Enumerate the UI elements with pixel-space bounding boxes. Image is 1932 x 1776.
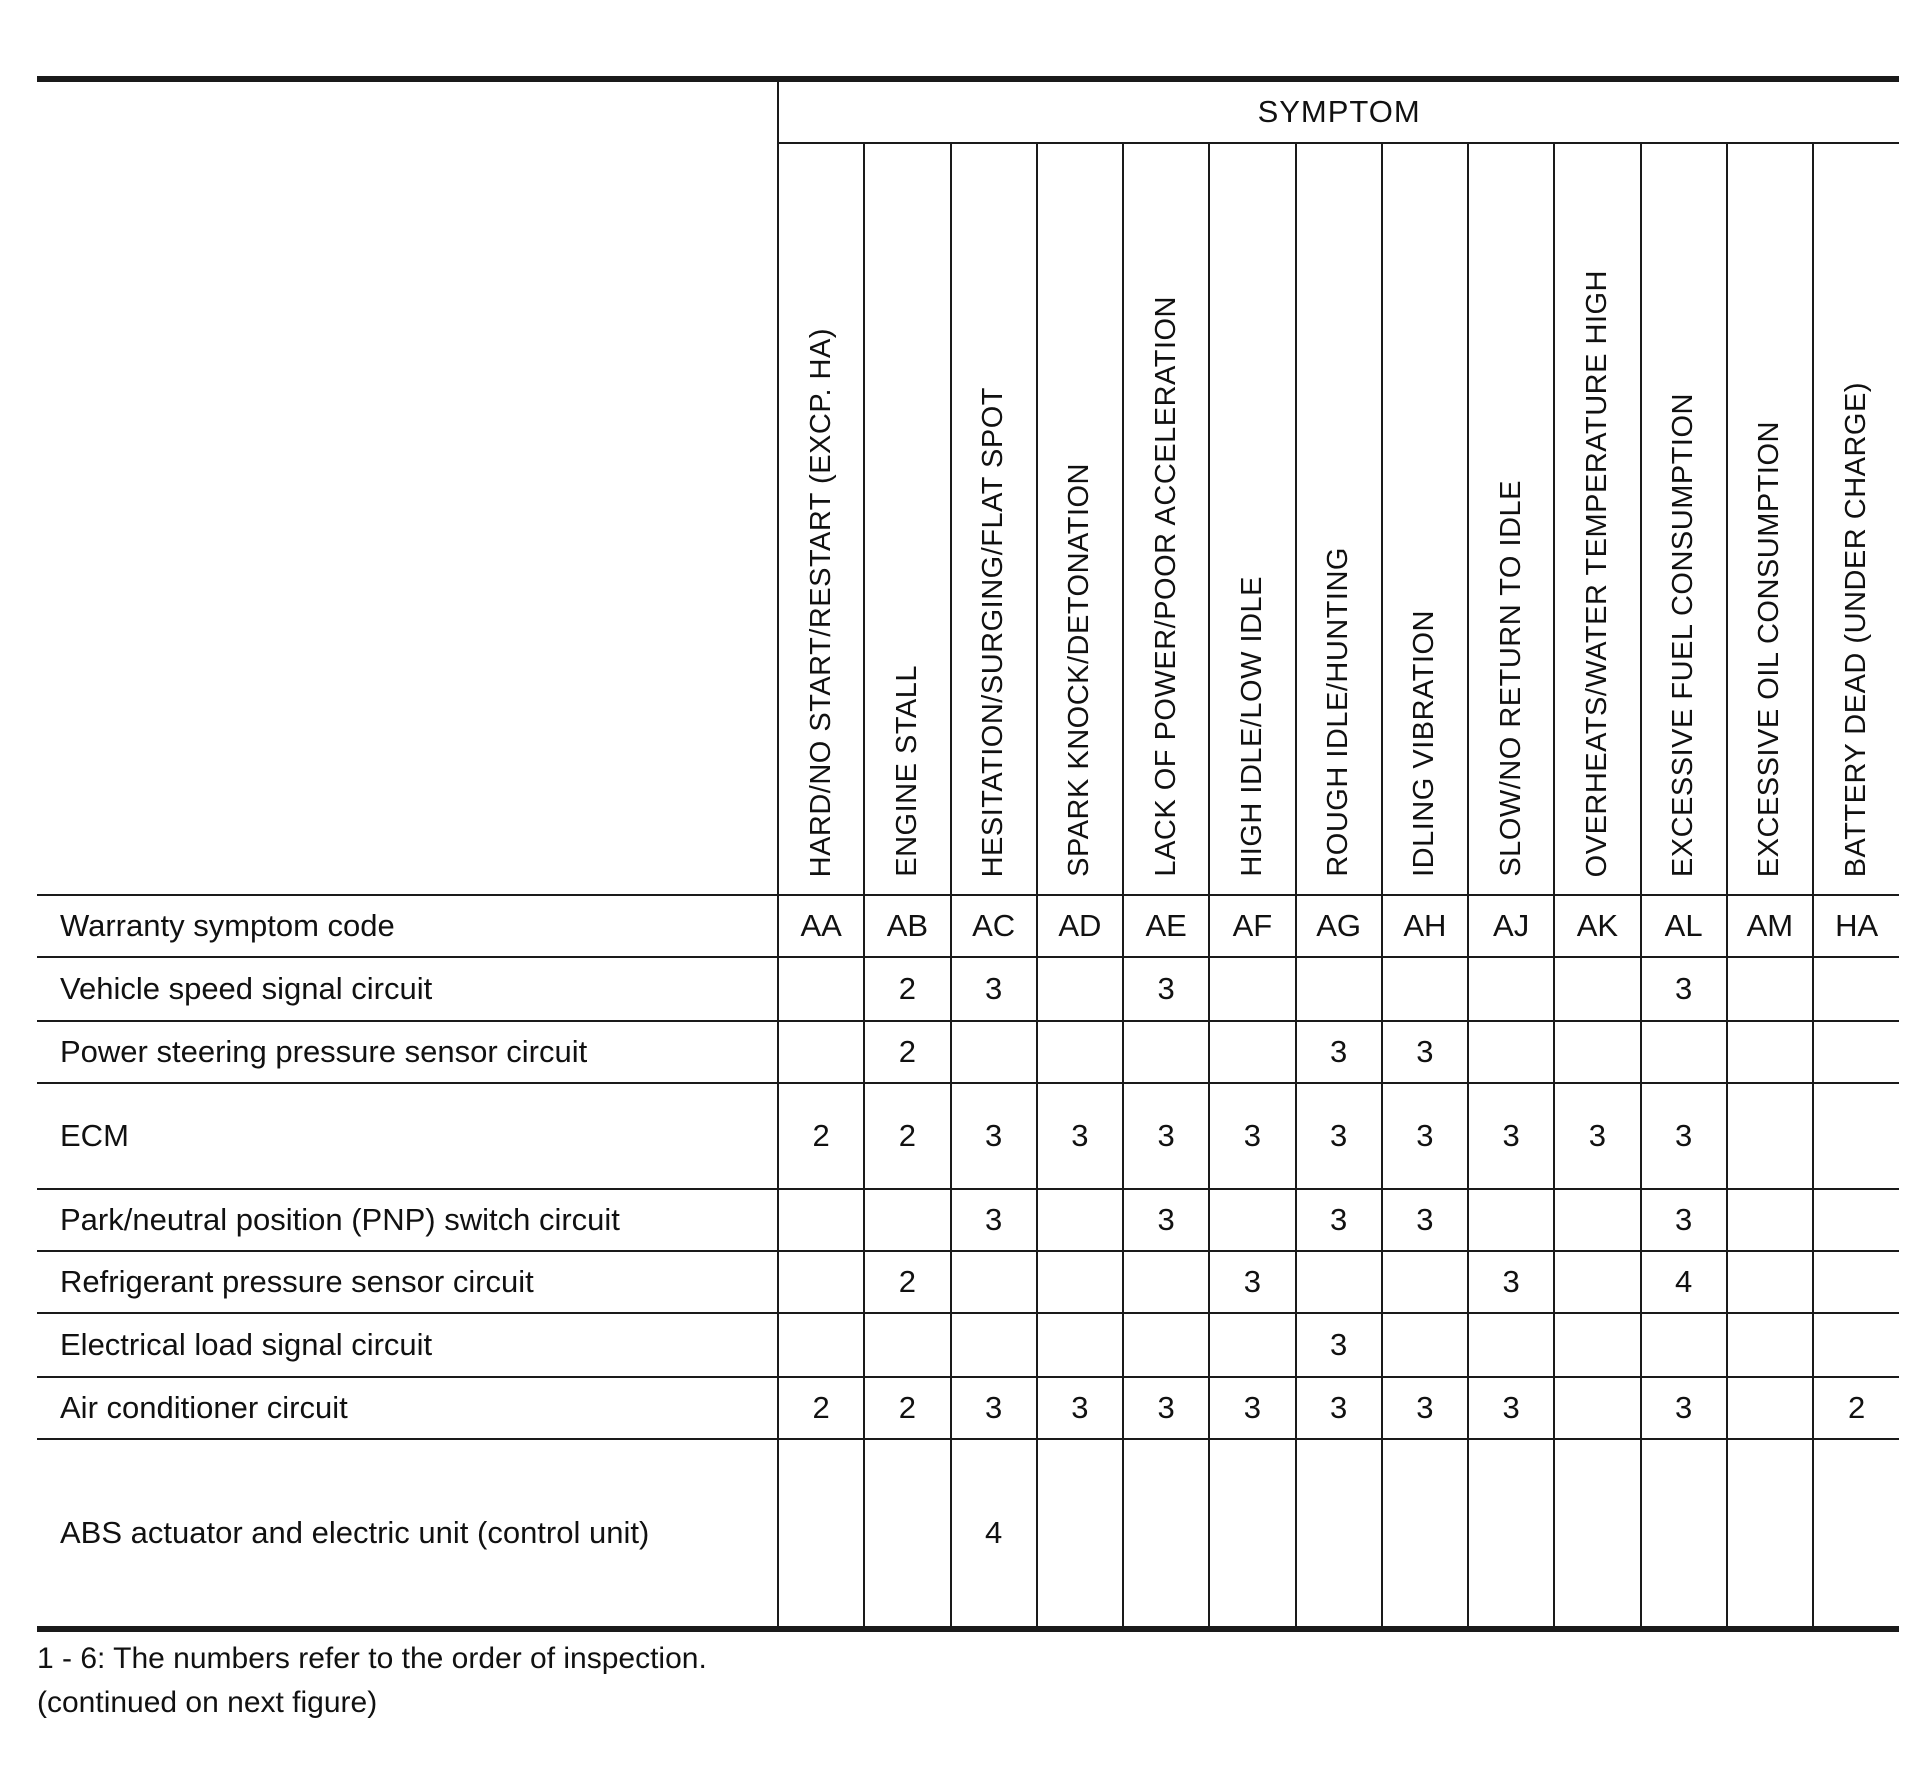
inspection-order-cell: [1296, 1251, 1382, 1313]
inspection-order-cell: [1554, 1439, 1640, 1629]
inspection-order-cell: 2: [778, 1083, 864, 1189]
symptom-column-label: EXCESSIVE FUEL CONSUMPTION: [1667, 392, 1700, 877]
inspection-order-cell: [1813, 1313, 1899, 1377]
inspection-order-cell: 4: [1641, 1251, 1727, 1313]
symptom-column-label: SPARK KNOCK/DETONATION: [1063, 463, 1096, 877]
symptom-column-header: [1037, 143, 1123, 895]
inspection-order-cell: [1037, 1439, 1123, 1629]
symptom-column-label: HARD/NO START/RESTART (EXCP. HA): [804, 327, 837, 877]
inspection-order-cell: [1209, 1313, 1295, 1377]
symptom-column-label: IDLING VIBRATION: [1408, 610, 1441, 877]
inspection-order-cell: 3: [1296, 1083, 1382, 1189]
inspection-order-cell: [1382, 1251, 1468, 1313]
symptom-column-header: [1641, 143, 1727, 895]
inspection-order-cell: [1554, 1189, 1640, 1251]
symptom-column-header: [864, 143, 950, 895]
inspection-order-cell: [1813, 1439, 1899, 1629]
inspection-order-cell: [1468, 957, 1554, 1021]
symptom-column-header: [1296, 143, 1382, 895]
warranty-code-cell: AJ: [1468, 895, 1554, 957]
symptom-column-header: [951, 143, 1037, 895]
row-label: Park/neutral position (PNP) switch circuit: [37, 1189, 778, 1251]
symptom-table: [37, 76, 1899, 1632]
inspection-order-cell: 2: [864, 957, 950, 1021]
warranty-code-cell: AE: [1123, 895, 1209, 957]
inspection-order-cell: 3: [951, 1377, 1037, 1439]
inspection-order-cell: 2: [864, 1083, 950, 1189]
inspection-order-cell: 2: [778, 1377, 864, 1439]
inspection-order-cell: 3: [1037, 1083, 1123, 1189]
inspection-order-cell: [1727, 1251, 1813, 1313]
inspection-order-cell: 3: [951, 1189, 1037, 1251]
inspection-order-cell: 2: [864, 1251, 950, 1313]
symptom-column-header: [1727, 143, 1813, 895]
inspection-order-cell: [1037, 957, 1123, 1021]
warranty-code-cell: AF: [1209, 895, 1295, 957]
row-label: Electrical load signal circuit: [37, 1313, 778, 1377]
inspection-order-cell: [951, 1021, 1037, 1083]
table-row: [37, 1189, 1899, 1251]
inspection-order-cell: 3: [1382, 1377, 1468, 1439]
inspection-order-cell: [1209, 957, 1295, 1021]
symptom-column-label: EXCESSIVE OIL CONSUMPTION: [1753, 420, 1786, 877]
inspection-order-cell: [1727, 957, 1813, 1021]
footnote-inspection-order: 1 - 6: The numbers refer to the order of inspection.: [37, 1642, 707, 1675]
inspection-order-cell: [1209, 1189, 1295, 1251]
inspection-order-cell: [1296, 957, 1382, 1021]
inspection-order-cell: 3: [1037, 1377, 1123, 1439]
symptom-column-header: [1123, 143, 1209, 895]
table-row: [37, 1083, 1899, 1189]
symptom-column-label: BATTERY DEAD (UNDER CHARGE): [1840, 381, 1873, 877]
warranty-code-cell: AL: [1641, 895, 1727, 957]
symptom-column-header: [1813, 143, 1899, 895]
row-label: ABS actuator and electric unit (control unit): [37, 1439, 778, 1629]
inspection-order-cell: 3: [1382, 1021, 1468, 1083]
inspection-order-cell: [1037, 1251, 1123, 1313]
inspection-order-cell: 3: [1468, 1251, 1554, 1313]
inspection-order-cell: [1813, 1083, 1899, 1189]
row-label: ECM: [37, 1083, 778, 1189]
symptom-column-label: OVERHEATS/WATER TEMPERATURE HIGH: [1580, 269, 1613, 877]
symptom-column-label: ENGINE STALL: [890, 665, 923, 877]
inspection-order-cell: [1296, 1439, 1382, 1629]
inspection-order-cell: [864, 1439, 950, 1629]
inspection-order-cell: [778, 1439, 864, 1629]
inspection-order-cell: [951, 1251, 1037, 1313]
table-row: [37, 1021, 1899, 1083]
inspection-order-cell: [1468, 1439, 1554, 1629]
inspection-order-cell: 3: [1641, 957, 1727, 1021]
warranty-code-cell: AA: [778, 895, 864, 957]
inspection-order-cell: [1554, 1313, 1640, 1377]
inspection-order-cell: [1813, 1189, 1899, 1251]
symptom-column-header: [778, 143, 864, 895]
inspection-order-cell: [1554, 957, 1640, 1021]
warranty-code-cell: AM: [1727, 895, 1813, 957]
warranty-code-cell: AD: [1037, 895, 1123, 957]
inspection-order-cell: [1727, 1377, 1813, 1439]
inspection-order-cell: 3: [1468, 1377, 1554, 1439]
inspection-order-cell: [1813, 957, 1899, 1021]
inspection-order-cell: 3: [1382, 1189, 1468, 1251]
row-label: Vehicle speed signal circuit: [37, 957, 778, 1021]
inspection-order-cell: 3: [1296, 1189, 1382, 1251]
inspection-order-cell: 3: [951, 957, 1037, 1021]
inspection-order-cell: [1037, 1189, 1123, 1251]
row-label: Power steering pressure sensor circuit: [37, 1021, 778, 1083]
corner-cell: [37, 79, 778, 895]
inspection-order-cell: [1813, 1021, 1899, 1083]
footnote-continued: (continued on next figure): [37, 1686, 378, 1719]
inspection-order-cell: [1727, 1021, 1813, 1083]
symptom-column-header: [1209, 143, 1295, 895]
inspection-order-cell: 3: [1123, 1083, 1209, 1189]
inspection-order-cell: 3: [1123, 957, 1209, 1021]
inspection-order-cell: 3: [1468, 1083, 1554, 1189]
inspection-order-cell: 3: [1296, 1313, 1382, 1377]
inspection-order-cell: [1123, 1439, 1209, 1629]
warranty-code-cell: AG: [1296, 895, 1382, 957]
inspection-order-cell: [1641, 1021, 1727, 1083]
table-row: [37, 1251, 1899, 1313]
inspection-order-cell: 3: [1641, 1377, 1727, 1439]
inspection-order-cell: [1727, 1313, 1813, 1377]
inspection-order-cell: [778, 1021, 864, 1083]
row-label: Air conditioner circuit: [37, 1377, 778, 1439]
symptom-column-label: LACK OF POWER/POOR ACCELERATION: [1149, 296, 1182, 877]
inspection-order-cell: [951, 1313, 1037, 1377]
inspection-order-cell: [1641, 1439, 1727, 1629]
inspection-order-cell: 2: [864, 1377, 950, 1439]
symptom-column-label: HIGH IDLE/LOW IDLE: [1235, 576, 1268, 877]
inspection-order-cell: 3: [1641, 1189, 1727, 1251]
symptom-column-label: SLOW/NO RETURN TO IDLE: [1494, 480, 1527, 877]
inspection-order-cell: [1382, 1439, 1468, 1629]
table-row: [37, 1377, 1899, 1439]
symptom-column-label: HESITATION/SURGING/FLAT SPOT: [977, 386, 1010, 877]
symptom-column-header: [1468, 143, 1554, 895]
inspection-order-cell: [1727, 1083, 1813, 1189]
inspection-order-cell: [1123, 1021, 1209, 1083]
inspection-order-cell: 3: [1554, 1083, 1640, 1189]
inspection-order-cell: [864, 1189, 950, 1251]
inspection-order-cell: [1037, 1313, 1123, 1377]
inspection-order-cell: [1382, 957, 1468, 1021]
inspection-order-cell: [1468, 1313, 1554, 1377]
inspection-order-cell: [1641, 1313, 1727, 1377]
inspection-order-cell: 3: [1209, 1083, 1295, 1189]
group-header-row: [37, 79, 1899, 143]
inspection-order-cell: [778, 1313, 864, 1377]
inspection-order-cell: 3: [1123, 1189, 1209, 1251]
inspection-order-cell: [1123, 1313, 1209, 1377]
inspection-order-cell: [864, 1313, 950, 1377]
inspection-order-cell: [778, 1251, 864, 1313]
symptom-column-header: [1382, 143, 1468, 895]
inspection-order-cell: [1468, 1021, 1554, 1083]
inspection-order-cell: 3: [951, 1083, 1037, 1189]
inspection-order-cell: [778, 957, 864, 1021]
row-label: Warranty symptom code: [37, 895, 778, 957]
row-label: Refrigerant pressure sensor circuit: [37, 1251, 778, 1313]
inspection-order-cell: 3: [1123, 1377, 1209, 1439]
warranty-code-cell: HA: [1813, 895, 1899, 957]
inspection-order-cell: [1554, 1377, 1640, 1439]
inspection-order-cell: [1727, 1189, 1813, 1251]
inspection-order-cell: [1813, 1251, 1899, 1313]
inspection-order-cell: [1037, 1021, 1123, 1083]
symptom-group-header: SYMPTOM: [778, 79, 1899, 143]
warranty-code-cell: AH: [1382, 895, 1468, 957]
inspection-order-cell: [778, 1189, 864, 1251]
inspection-order-cell: [1554, 1021, 1640, 1083]
inspection-order-cell: 3: [1382, 1083, 1468, 1189]
inspection-order-cell: [1209, 1439, 1295, 1629]
inspection-order-cell: 2: [864, 1021, 950, 1083]
warranty-code-cell: AK: [1554, 895, 1640, 957]
inspection-order-cell: [1123, 1251, 1209, 1313]
inspection-order-cell: [1554, 1251, 1640, 1313]
inspection-order-cell: [1468, 1189, 1554, 1251]
symptom-column-label: ROUGH IDLE/HUNTING: [1322, 547, 1355, 877]
inspection-order-cell: [1209, 1021, 1295, 1083]
inspection-order-cell: 4: [951, 1439, 1037, 1629]
table-row: [37, 1313, 1899, 1377]
warranty-code-cell: AC: [951, 895, 1037, 957]
inspection-order-cell: 3: [1209, 1377, 1295, 1439]
inspection-order-cell: 3: [1641, 1083, 1727, 1189]
table-row: [37, 1439, 1899, 1629]
table-row: [37, 957, 1899, 1021]
warranty-code-cell: AB: [864, 895, 950, 957]
inspection-order-cell: [1727, 1439, 1813, 1629]
inspection-order-cell: 2: [1813, 1377, 1899, 1439]
symptom-column-header: [1554, 143, 1640, 895]
inspection-order-cell: 3: [1296, 1377, 1382, 1439]
warranty-code-row: [37, 895, 1899, 957]
inspection-order-cell: 3: [1209, 1251, 1295, 1313]
inspection-order-cell: [1382, 1313, 1468, 1377]
inspection-order-cell: 3: [1296, 1021, 1382, 1083]
